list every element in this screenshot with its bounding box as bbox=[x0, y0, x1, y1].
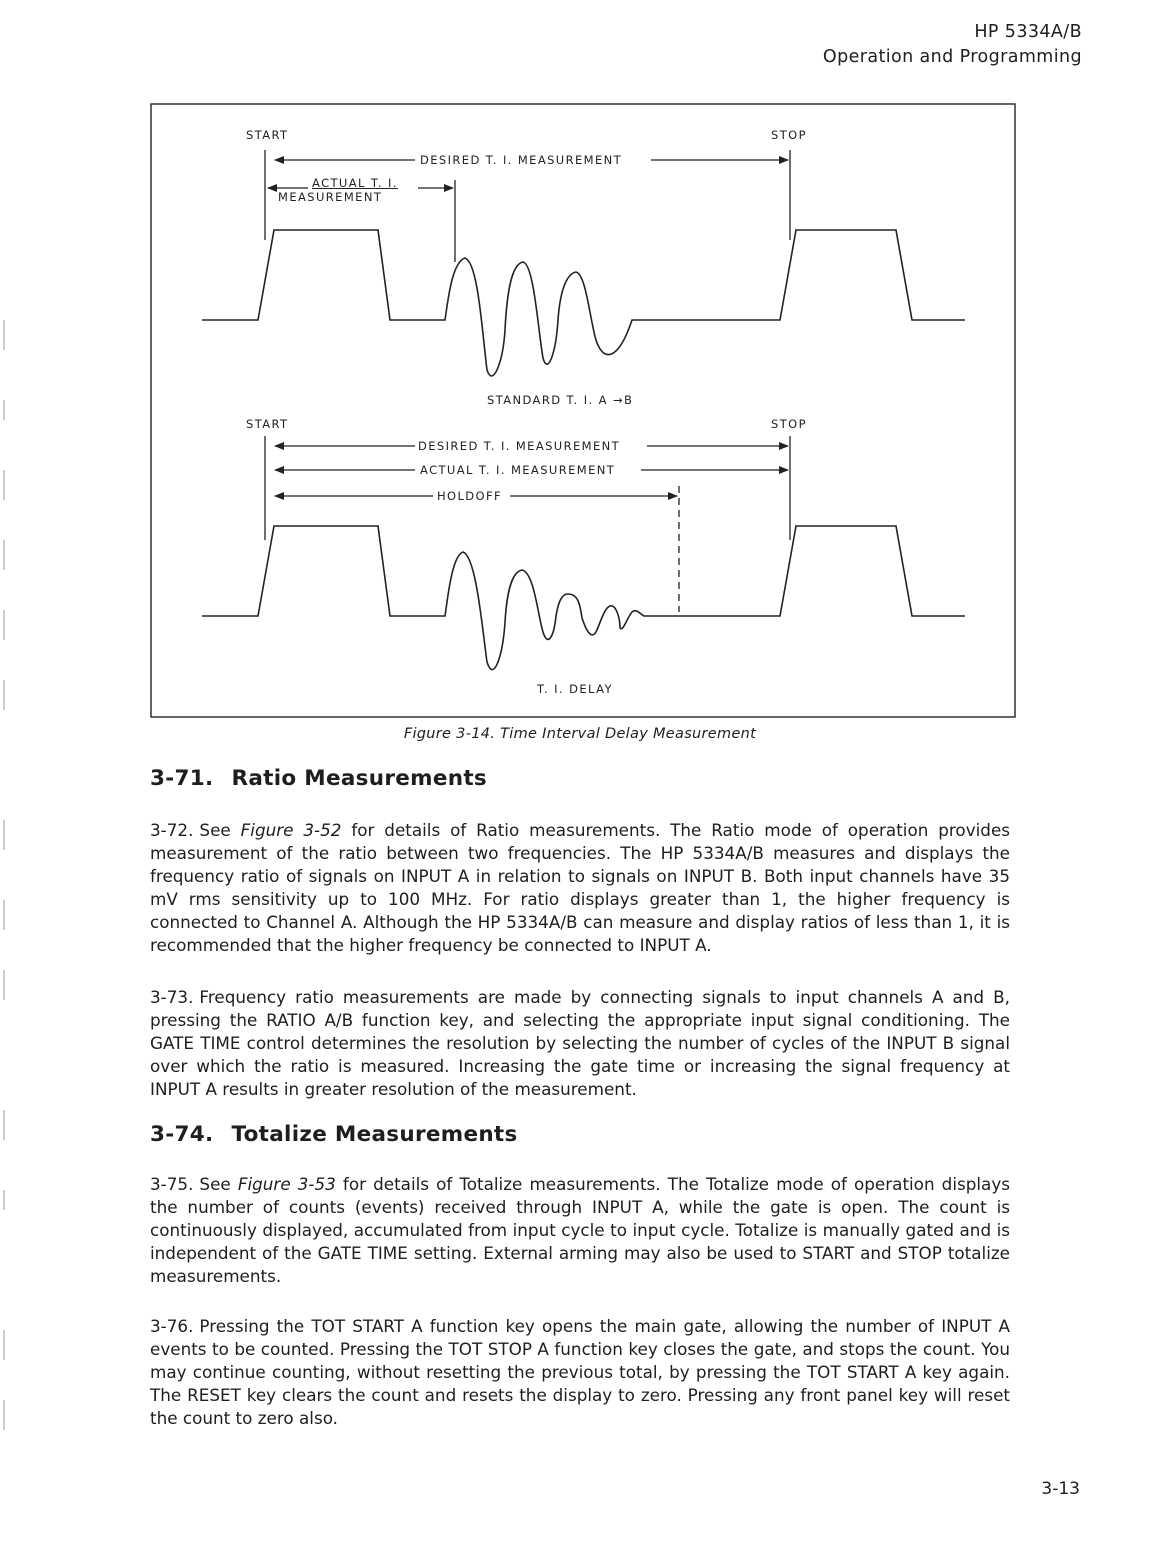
figure-caption: Figure 3-14. Time Interval Delay Measurement bbox=[403, 726, 757, 742]
section-heading-totalize: 3-74. Totalize Measurements bbox=[150, 1122, 518, 1147]
paragraph-3-75: 3-75. See Figure 3-53 for details of Totalize measurements. The Totalize mode of operation displays the number of counts (events) received through INPUT A, while the gate is open. The count is continuously displayed, accumulated from input cycle to input cycle. Totalize is manually gated and is independent of the GATE TIME setting. External arming may also be used to START and STOP totalize measurements. bbox=[150, 1174, 1011, 1286]
actual-label-bottom: ACTUAL T. I. MEASUREMENT bbox=[420, 463, 616, 477]
waveform-bottom bbox=[202, 526, 965, 670]
figure-reference: Figure 3-53 bbox=[237, 1174, 336, 1194]
actual-label-top-line1: ACTUAL T. I. bbox=[312, 176, 398, 190]
section-heading-ratio: 3-71. Ratio Measurements bbox=[150, 766, 487, 791]
start-label-bottom: START bbox=[246, 417, 289, 431]
waveform-top bbox=[202, 230, 965, 376]
header-section: Operation and Programming bbox=[822, 47, 1082, 67]
holdoff-label: HOLDOFF bbox=[437, 489, 503, 503]
paragraph-3-72: 3-72. See Figure 3-52 for details of Ratio measurements. The Ratio mode of operation provides measurement of the ratio between two frequencies. The HP 5334A/B measures and displays the frequency ratio of signals on INPUT A in relation to signals on INPUT B. Both input channels have 35 mV rms sensitivity up to 100 MHz. For ratio displays greater than 1, the higher frequency is connected to Channel A. Although the HP 5334A/B can measure and display ratios of less than 1, it is recommended that the higher frequency be connected to INPUT A. bbox=[150, 820, 1011, 955]
desired-label-bottom: DESIRED T. I. MEASUREMENT bbox=[418, 439, 621, 453]
page-number: 3-13 bbox=[1041, 1479, 1080, 1499]
standard-ti-label: STANDARD T. I. A →B bbox=[487, 393, 634, 407]
timing-diagram bbox=[0, 0, 1176, 730]
actual-label-top-line2: MEASUREMENT bbox=[278, 190, 383, 204]
start-label-top: START bbox=[246, 128, 289, 142]
paragraph-3-73: 3-73. Frequency ratio measurements are made by connecting signals to input channels A and B, pressing the RATIO A/B function key, and selecting the appropriate input signal conditioning. The GATE TIME control determines the resolution by selecting the number of cycles of the INPUT B signal over which the ratio is measured. Increasing the gate time or increasing the signal frequency at INPUT A results in greater resolution of the measurement. bbox=[150, 987, 1010, 1099]
figure-reference: Figure 3-52 bbox=[240, 820, 342, 840]
arrow-right-icon: → bbox=[612, 393, 624, 407]
binding-margin-marks bbox=[0, 0, 14, 1544]
stop-label-bottom: STOP bbox=[771, 417, 807, 431]
desired-label-top: DESIRED T. I. MEASUREMENT bbox=[420, 153, 623, 167]
header-model: HP 5334A/B bbox=[974, 22, 1082, 42]
paragraph-3-76: 3-76. Pressing the TOT START A function key opens the main gate, allowing the number of INPUT A events to be counted. Pressing the TOT STOP A function key closes the gate, and stops the count. You may continue counting, without resetting the previous total, by pressing the TOT START A key again. The RESET key clears the count and resets the display to zero. Pressing any front panel key will reset the count to zero also. bbox=[150, 1316, 1010, 1428]
ti-delay-label: T. I. DELAY bbox=[537, 682, 613, 696]
stop-label-top: STOP bbox=[771, 128, 807, 142]
